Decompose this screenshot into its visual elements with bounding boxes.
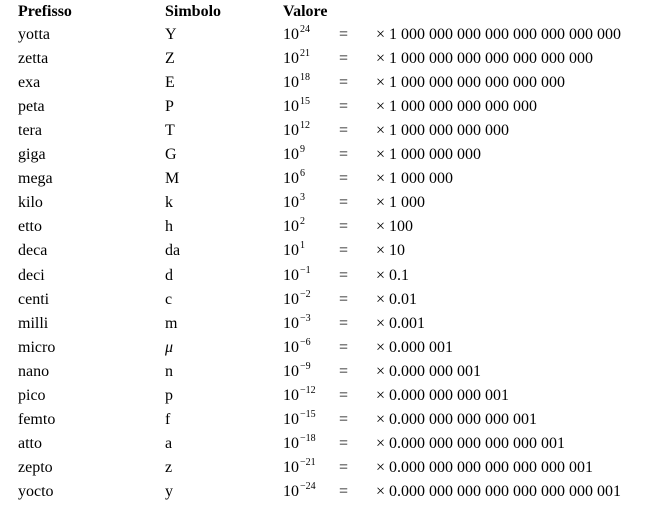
- power-of-ten: [283, 312, 311, 338]
- multiplier-value: × 0.000 000 001: [376, 362, 482, 380]
- prefix-symbol: E: [165, 74, 175, 92]
- equals-sign: =: [339, 386, 349, 404]
- power-base: 10: [283, 290, 299, 308]
- multiplier-value: × 0.000 000 000 000 000 000 000 001: [376, 482, 622, 500]
- prefix-name: centi: [18, 290, 50, 308]
- power-exponent: −21: [300, 456, 316, 468]
- power-exponent: 9: [300, 144, 305, 156]
- prefix-symbol: h: [165, 218, 173, 236]
- prefix-symbol: d: [165, 266, 173, 284]
- power-exponent: −18: [300, 432, 316, 444]
- prefix-name: deca: [18, 242, 48, 260]
- multiplier-value: × 0.01: [376, 290, 418, 308]
- prefix-name: peta: [18, 98, 45, 116]
- power-exponent: 18: [300, 72, 310, 84]
- power-of-ten: [283, 408, 316, 434]
- power-exponent: 21: [300, 48, 310, 60]
- prefix-symbol: z: [165, 458, 173, 476]
- power-of-ten: [283, 239, 305, 265]
- power-exponent: 6: [300, 168, 305, 180]
- table-row: [0, 23, 665, 47]
- table-row: [0, 288, 665, 312]
- power-of-ten: [283, 167, 305, 193]
- equals-sign: =: [339, 434, 349, 452]
- table-row: [0, 432, 665, 456]
- table-row: [0, 167, 665, 191]
- table-row: [0, 47, 665, 71]
- power-exponent: −12: [300, 384, 316, 396]
- power-of-ten: [283, 71, 310, 97]
- multiplier-value: × 1 000 000 000 000 000: [376, 98, 538, 116]
- multiplier-value: × 0.001: [376, 314, 426, 332]
- power-exponent: 2: [300, 216, 305, 228]
- equals-sign: =: [339, 338, 349, 356]
- prefix-name: zepto: [18, 458, 53, 476]
- power-base: 10: [283, 314, 299, 332]
- equals-sign: =: [339, 266, 349, 284]
- prefix-symbol: k: [165, 194, 173, 212]
- prefix-name: nano: [18, 362, 50, 380]
- power-exponent: 12: [300, 120, 310, 132]
- prefix-symbol: p: [165, 386, 173, 404]
- equals-sign: =: [339, 50, 349, 68]
- power-base: 10: [283, 386, 299, 404]
- prefix-name: exa: [18, 74, 41, 92]
- prefix-symbol: a: [165, 434, 173, 452]
- multiplier-value: × 0.000 000 000 000 001: [376, 410, 538, 428]
- prefix-name: zetta: [18, 50, 49, 68]
- table-row: [0, 456, 665, 480]
- power-of-ten: [283, 288, 311, 314]
- power-base: 10: [283, 458, 299, 476]
- power-base: 10: [283, 482, 299, 500]
- power-of-ten: [283, 480, 316, 506]
- prefix-name: yotta: [18, 26, 50, 43]
- multiplier-value: × 1 000 000: [376, 170, 454, 188]
- table-row: [0, 384, 665, 408]
- multiplier-value: × 1 000 000 000 000 000 000 000 000: [376, 26, 622, 43]
- power-exponent: −1: [300, 264, 311, 276]
- multiplier-value: × 100: [376, 218, 414, 236]
- table-row: [0, 408, 665, 432]
- table-row: [0, 95, 665, 119]
- multiplier-value: × 0.000 000 000 000 000 001: [376, 434, 566, 452]
- power-of-ten: [283, 191, 305, 217]
- prefix-symbol: y: [165, 482, 173, 500]
- table-row: [0, 312, 665, 336]
- multiplier-value: × 1 000 000 000 000 000 000: [376, 74, 566, 92]
- power-exponent: 3: [300, 192, 305, 204]
- table-row: [0, 191, 665, 215]
- prefix-symbol: G: [165, 146, 177, 164]
- prefix-symbol: M: [165, 170, 180, 188]
- equals-sign: =: [339, 194, 349, 212]
- equals-sign: =: [339, 290, 349, 308]
- power-of-ten: [283, 456, 316, 482]
- equals-sign: =: [339, 218, 349, 236]
- power-of-ten: [283, 336, 311, 362]
- prefix-name: kilo: [18, 194, 43, 212]
- power-base: 10: [283, 50, 299, 68]
- power-base: 10: [283, 170, 299, 188]
- power-base: 10: [283, 26, 299, 43]
- prefix-symbol: m: [165, 314, 178, 332]
- power-exponent: −3: [300, 312, 311, 324]
- power-base: 10: [283, 146, 299, 164]
- multiplier-value: × 0.000 001: [376, 338, 454, 356]
- prefix-name: pico: [18, 386, 46, 404]
- equals-sign: =: [339, 362, 349, 380]
- prefix-symbol: μ: [165, 338, 174, 356]
- multiplier-value: × 0.000 000 000 000 000 000 001: [376, 458, 594, 476]
- prefix-symbol: Y: [165, 26, 177, 43]
- equals-sign: =: [339, 170, 349, 188]
- equals-sign: =: [339, 122, 349, 140]
- equals-sign: =: [339, 26, 349, 43]
- prefix-name: mega: [18, 170, 53, 188]
- power-exponent: −2: [300, 288, 311, 300]
- power-base: 10: [283, 194, 299, 212]
- table-row: [0, 143, 665, 167]
- prefix-name: etto: [18, 218, 42, 236]
- prefix-name: yocto: [18, 482, 54, 500]
- power-base: 10: [283, 242, 299, 260]
- prefix-symbol: da: [165, 242, 181, 260]
- prefix-name: femto: [18, 410, 56, 428]
- equals-sign: =: [339, 146, 349, 164]
- power-exponent: −24: [300, 480, 316, 492]
- multiplier-value: × 0.1: [376, 266, 410, 284]
- equals-sign: =: [339, 242, 349, 260]
- power-exponent: −6: [300, 336, 311, 348]
- power-of-ten: [283, 23, 310, 49]
- power-of-ten: [283, 215, 305, 241]
- power-of-ten: [283, 432, 316, 458]
- header-value: Valore: [283, 3, 328, 20]
- multiplier-value: × 1 000 000 000: [376, 146, 482, 164]
- table-row: [0, 71, 665, 95]
- table-row: [0, 360, 665, 384]
- power-of-ten: [283, 119, 310, 145]
- power-of-ten: [283, 360, 311, 386]
- prefix-name: giga: [18, 146, 46, 164]
- prefix-name: atto: [18, 434, 42, 452]
- equals-sign: =: [339, 410, 349, 428]
- equals-sign: =: [339, 98, 349, 116]
- power-of-ten: [283, 95, 310, 121]
- equals-sign: =: [339, 458, 349, 476]
- table-row: [0, 480, 665, 504]
- table-row: [0, 264, 665, 288]
- prefix-name: micro: [18, 338, 56, 356]
- prefix-symbol: n: [165, 362, 173, 380]
- prefix-symbol: T: [165, 122, 175, 140]
- equals-sign: =: [339, 314, 349, 332]
- power-base: 10: [283, 410, 299, 428]
- equals-sign: =: [339, 74, 349, 92]
- prefix-name: milli: [18, 314, 49, 332]
- prefix-symbol: c: [165, 290, 173, 308]
- multiplier-value: × 1 000: [376, 194, 426, 212]
- prefix-name: tera: [18, 122, 42, 140]
- table-row: [0, 336, 665, 360]
- table-row: [0, 215, 665, 239]
- equals-sign: =: [339, 482, 349, 500]
- prefix-symbol: P: [165, 98, 174, 116]
- power-base: 10: [283, 338, 299, 356]
- table-row: [0, 239, 665, 263]
- power-exponent: 1: [300, 240, 305, 252]
- power-exponent: 15: [300, 96, 310, 108]
- prefix-symbol: f: [165, 410, 171, 428]
- power-base: 10: [283, 362, 299, 380]
- power-exponent: −15: [300, 408, 316, 420]
- power-base: 10: [283, 218, 299, 236]
- prefix-name: deci: [18, 266, 45, 284]
- power-of-ten: [283, 47, 310, 73]
- multiplier-value: × 10: [376, 242, 406, 260]
- power-base: 10: [283, 98, 299, 116]
- header-prefix: Prefisso: [18, 3, 72, 20]
- multiplier-value: × 0.000 000 000 001: [376, 386, 510, 404]
- power-base: 10: [283, 74, 299, 92]
- prefix-symbol: Z: [165, 50, 175, 68]
- power-of-ten: [283, 264, 311, 290]
- power-base: 10: [283, 122, 299, 140]
- power-base: 10: [283, 434, 299, 452]
- power-of-ten: [283, 384, 316, 410]
- header-symbol: Simbolo: [165, 3, 222, 20]
- power-exponent: 24: [300, 24, 310, 35]
- power-exponent: −9: [300, 360, 311, 372]
- table-row: [0, 119, 665, 143]
- multiplier-value: × 1 000 000 000 000 000 000 000: [376, 50, 594, 68]
- power-of-ten: [283, 143, 305, 169]
- multiplier-value: × 1 000 000 000 000: [376, 122, 510, 140]
- power-base: 10: [283, 266, 299, 284]
